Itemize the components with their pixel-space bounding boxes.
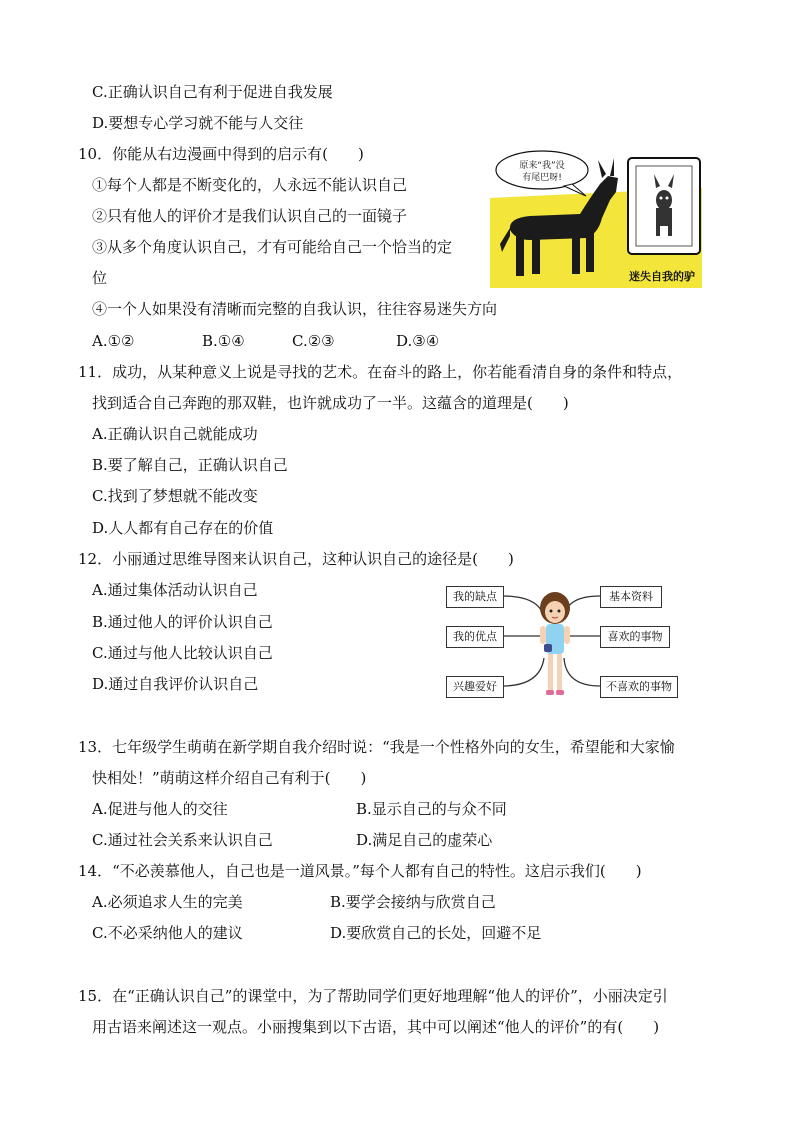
q14-option-a: A.必须追求人生的完美 <box>92 893 243 911</box>
bubble-text-line2: 有尾巴呀! <box>522 173 562 183</box>
q11-option-a: A.正确认识自己就能成功 <box>92 425 258 443</box>
mind-map-figure <box>440 578 680 706</box>
q15-stem-line1: 15．在“正确认识自己”的课堂中，为了帮助同学们更好地理解“他人的评价”，小丽决定引 <box>78 987 668 1005</box>
q10-option-d: D.③④ <box>396 332 440 350</box>
q15-stem-line2: 用古语来阐述这一观点。小丽搜集到以下古语，其中可以阐述“他人的评价”的有( ) <box>92 1018 660 1036</box>
q9-option-c: C.正确认识自己有利于促进自我发展 <box>92 83 333 101</box>
cartoon-caption: 迷失自我的驴 <box>629 270 695 283</box>
girl-figure <box>540 592 570 695</box>
q10-option-c: C.②③ <box>292 332 335 350</box>
q11-stem-line1: 11．成功，从某种意义上说是寻找的艺术。在奋斗的路上，你若能看清自身的条件和特点， <box>78 363 683 381</box>
q12-option-a: A.通过集体活动认识自己 <box>92 581 258 599</box>
q14-option-c: C.不必采纳他人的建议 <box>92 924 243 942</box>
bubble-text-line1: 原来“我”没 <box>519 161 565 171</box>
q10-statement-2: ②只有他人的评价才是我们认识自己的一面镜子 <box>92 207 408 225</box>
q14-option-b: B.要学会接纳与欣赏自己 <box>330 893 496 911</box>
q11-option-d: D.人人都有自己存在的价值 <box>92 519 274 537</box>
q13-option-c: C.通过社会关系来认识自己 <box>92 831 273 849</box>
q12-option-b: B.通过他人的评价认识自己 <box>92 613 273 631</box>
q10-statement-1: ①每个人都是不断变化的，人永远不能认识自己 <box>92 176 408 194</box>
q10-statement-3: ③从多个角度认识自己，才有可能给自己一个恰当的定 <box>92 238 453 256</box>
q13-stem-line1: 13．七年级学生萌萌在新学期自我介绍时说：“我是一个性格外向的女生，希望能和大家愉 <box>78 738 675 756</box>
q14-stem: 14．“不必羡慕他人，自己也是一道风景。”每个人都有自己的特性。这启示我们( ) <box>78 862 642 880</box>
q10-stem: 10．你能从右边漫画中得到的启示有( ) <box>78 145 364 163</box>
mindmap-box-strengths: 我的优点 <box>446 626 504 648</box>
mindmap-box-hobbies: 兴趣爱好 <box>446 676 504 698</box>
q13-option-a: A.促进与他人的交往 <box>92 800 228 818</box>
q12-option-c: C.通过与他人比较认识自己 <box>92 644 273 662</box>
q9-option-d: D.要想专心学习就不能与人交往 <box>92 114 304 132</box>
lost-donkey-cartoon <box>490 148 702 288</box>
q11-option-c: C.找到了梦想就不能改变 <box>92 487 258 505</box>
q11-stem-line2: 找到适合自己奔跑的那双鞋，也许就成功了一半。这蕴含的道理是( ) <box>92 394 569 412</box>
q10-statement-4: ④一个人如果没有清晰而完整的自我认识，往往容易迷失方向 <box>92 300 498 318</box>
q10-option-a: A.①② <box>92 332 135 350</box>
q14-option-d: D.要欣赏自己的长处，回避不足 <box>330 924 542 942</box>
q13-option-b: B.显示自己的与众不同 <box>356 800 507 818</box>
mindmap-box-dislikes: 不喜欢的事物 <box>600 676 678 698</box>
mindmap-box-basic-info: 基本资料 <box>600 586 662 608</box>
q13-option-d: D.满足自己的虚荣心 <box>356 831 493 849</box>
q10-option-b: B.①④ <box>202 332 245 350</box>
q10-statement-3-cont: 位 <box>92 269 108 287</box>
q13-stem-line2: 快相处！”萌萌这样介绍自己有利于( ) <box>92 769 367 787</box>
mindmap-box-likes: 喜欢的事物 <box>600 626 670 648</box>
q11-option-b: B.要了解自己，正确认识自己 <box>92 456 288 474</box>
q12-stem: 12．小丽通过思维导图来认识自己，这种认识自己的途径是( ) <box>78 550 514 568</box>
q12-option-d: D.通过自我评价认识自己 <box>92 675 259 693</box>
mindmap-box-weaknesses: 我的缺点 <box>446 586 504 608</box>
